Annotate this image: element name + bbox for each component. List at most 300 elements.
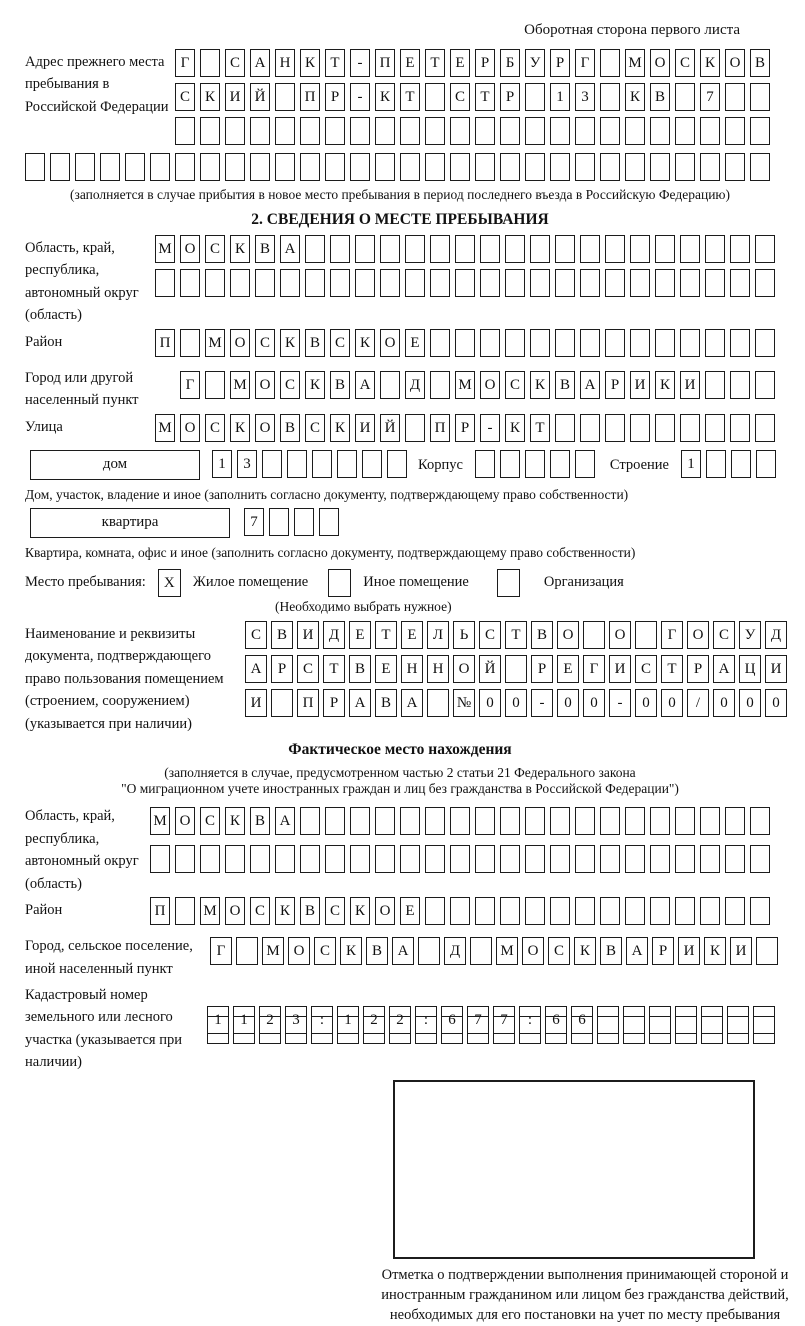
char-cell[interactable]: Н	[427, 655, 449, 683]
char-cell[interactable]	[430, 371, 450, 399]
char-cell[interactable]	[300, 807, 320, 835]
char-cell[interactable]	[389, 1016, 411, 1044]
char-cell[interactable]	[755, 269, 775, 297]
char-cell[interactable]: А	[713, 655, 735, 683]
char-cell[interactable]: И	[297, 621, 319, 649]
char-cell[interactable]	[325, 807, 345, 835]
char-cell[interactable]	[200, 153, 220, 181]
char-cell[interactable]	[630, 235, 650, 263]
char-cell[interactable]	[305, 235, 325, 263]
char-cell[interactable]: М	[230, 371, 250, 399]
char-cell[interactable]: М	[155, 235, 175, 263]
char-cell[interactable]: Д	[765, 621, 787, 649]
char-cell[interactable]	[750, 153, 770, 181]
char-cell[interactable]: В	[555, 371, 575, 399]
char-cell[interactable]: Б	[500, 49, 520, 77]
char-cell[interactable]	[430, 329, 450, 357]
stay-checkbox-zhiloe[interactable]: X	[158, 569, 181, 597]
char-cell[interactable]: В	[330, 371, 350, 399]
char-cell[interactable]: К	[625, 83, 645, 111]
char-cell[interactable]	[455, 329, 475, 357]
char-cell[interactable]	[475, 153, 495, 181]
char-cell[interactable]	[650, 807, 670, 835]
char-cell[interactable]: Ь	[453, 621, 475, 649]
char-cell[interactable]: Е	[401, 621, 423, 649]
char-cell[interactable]: И	[680, 371, 700, 399]
char-cell[interactable]: О	[725, 49, 745, 77]
char-cell[interactable]: В	[366, 937, 388, 965]
char-cell[interactable]: К	[280, 329, 300, 357]
char-cell[interactable]	[519, 1016, 541, 1044]
char-cell[interactable]	[525, 83, 545, 111]
char-cell[interactable]	[430, 269, 450, 297]
char-cell[interactable]	[475, 807, 495, 835]
char-cell[interactable]	[275, 153, 295, 181]
char-cell[interactable]: К	[230, 414, 250, 442]
char-cell[interactable]: Д	[323, 621, 345, 649]
char-cell[interactable]: Т	[425, 49, 445, 77]
char-cell[interactable]: О	[609, 621, 631, 649]
char-cell[interactable]: М	[625, 49, 645, 77]
char-cell[interactable]: С	[330, 329, 350, 357]
char-cell[interactable]: М	[200, 897, 220, 925]
char-cell[interactable]: 1	[550, 83, 570, 111]
char-cell[interactable]	[580, 269, 600, 297]
char-cell[interactable]	[630, 329, 650, 357]
house-box[interactable]: дом	[30, 450, 200, 480]
char-cell[interactable]: В	[271, 621, 293, 649]
char-cell[interactable]	[625, 845, 645, 873]
char-cell[interactable]: 3	[237, 450, 257, 478]
char-cell[interactable]: С	[175, 83, 195, 111]
char-cell[interactable]	[387, 450, 407, 478]
char-cell[interactable]	[675, 845, 695, 873]
char-cell[interactable]: С	[200, 807, 220, 835]
char-cell[interactable]	[480, 329, 500, 357]
char-cell[interactable]	[455, 235, 475, 263]
char-cell[interactable]	[575, 153, 595, 181]
char-cell[interactable]	[727, 1016, 749, 1044]
char-cell[interactable]	[680, 414, 700, 442]
char-cell[interactable]: Г	[583, 655, 605, 683]
char-cell[interactable]: -	[609, 689, 631, 717]
char-cell[interactable]: :	[519, 1006, 541, 1034]
char-cell[interactable]: Й	[479, 655, 501, 683]
char-cell[interactable]: Т	[400, 83, 420, 111]
char-cell[interactable]	[650, 845, 670, 873]
char-cell[interactable]: У	[525, 49, 545, 77]
char-cell[interactable]	[441, 1016, 463, 1044]
char-cell[interactable]	[750, 845, 770, 873]
char-cell[interactable]	[271, 689, 293, 717]
char-cell[interactable]	[350, 153, 370, 181]
char-cell[interactable]: В	[300, 897, 320, 925]
char-cell[interactable]	[571, 1016, 593, 1044]
char-cell[interactable]: 0	[557, 689, 579, 717]
char-cell[interactable]	[400, 117, 420, 145]
char-cell[interactable]: К	[375, 83, 395, 111]
char-cell[interactable]: -	[480, 414, 500, 442]
char-cell[interactable]	[380, 235, 400, 263]
char-cell[interactable]	[450, 153, 470, 181]
char-cell[interactable]: А	[349, 689, 371, 717]
char-cell[interactable]: С	[280, 371, 300, 399]
char-cell[interactable]	[287, 450, 307, 478]
char-cell[interactable]: Й	[380, 414, 400, 442]
char-cell[interactable]: С	[713, 621, 735, 649]
char-cell[interactable]	[705, 269, 725, 297]
char-cell[interactable]	[325, 117, 345, 145]
char-cell[interactable]: В	[750, 49, 770, 77]
char-cell[interactable]: С	[635, 655, 657, 683]
char-cell[interactable]	[500, 897, 520, 925]
char-cell[interactable]: 1	[212, 450, 232, 478]
char-cell[interactable]: Т	[475, 83, 495, 111]
char-cell[interactable]: К	[574, 937, 596, 965]
char-cell[interactable]: 1	[207, 1006, 229, 1034]
char-cell[interactable]	[400, 807, 420, 835]
char-cell[interactable]	[700, 153, 720, 181]
char-cell[interactable]	[725, 83, 745, 111]
char-cell[interactable]: П	[297, 689, 319, 717]
char-cell[interactable]	[250, 117, 270, 145]
char-cell[interactable]	[200, 49, 220, 77]
char-cell[interactable]	[545, 1016, 567, 1044]
char-cell[interactable]	[425, 807, 445, 835]
char-cell[interactable]	[550, 153, 570, 181]
char-cell[interactable]	[755, 371, 775, 399]
char-cell[interactable]	[355, 235, 375, 263]
char-cell[interactable]	[675, 897, 695, 925]
char-cell[interactable]	[300, 117, 320, 145]
char-cell[interactable]	[600, 83, 620, 111]
char-cell[interactable]: Е	[450, 49, 470, 77]
char-cell[interactable]	[630, 269, 650, 297]
char-cell[interactable]	[731, 450, 751, 478]
char-cell[interactable]: П	[150, 897, 170, 925]
char-cell[interactable]	[550, 897, 570, 925]
char-cell[interactable]: К	[704, 937, 726, 965]
char-cell[interactable]: С	[479, 621, 501, 649]
char-cell[interactable]	[330, 269, 350, 297]
char-cell[interactable]: О	[230, 329, 250, 357]
char-cell[interactable]	[480, 235, 500, 263]
char-cell[interactable]: 1	[681, 450, 701, 478]
char-cell[interactable]	[380, 371, 400, 399]
char-cell[interactable]	[725, 897, 745, 925]
char-cell[interactable]	[455, 269, 475, 297]
char-cell[interactable]	[600, 117, 620, 145]
char-cell[interactable]: Д	[444, 937, 466, 965]
char-cell[interactable]: К	[340, 937, 362, 965]
char-cell[interactable]: С	[325, 897, 345, 925]
char-cell[interactable]	[630, 414, 650, 442]
char-cell[interactable]	[505, 655, 527, 683]
char-cell[interactable]	[312, 450, 332, 478]
char-cell[interactable]	[706, 450, 726, 478]
char-cell[interactable]	[180, 269, 200, 297]
char-cell[interactable]	[150, 153, 170, 181]
char-cell[interactable]	[555, 269, 575, 297]
char-cell[interactable]	[755, 329, 775, 357]
char-cell[interactable]	[500, 153, 520, 181]
char-cell[interactable]	[259, 1016, 281, 1044]
char-cell[interactable]: 7	[493, 1006, 515, 1034]
char-cell[interactable]	[655, 235, 675, 263]
char-cell[interactable]	[225, 153, 245, 181]
char-cell[interactable]: /	[687, 689, 709, 717]
char-cell[interactable]: Й	[250, 83, 270, 111]
char-cell[interactable]: 3	[575, 83, 595, 111]
char-cell[interactable]	[275, 845, 295, 873]
char-cell[interactable]: С	[205, 414, 225, 442]
char-cell[interactable]	[753, 1016, 775, 1044]
char-cell[interactable]: Т	[323, 655, 345, 683]
char-cell[interactable]	[262, 450, 282, 478]
char-cell[interactable]	[285, 1016, 307, 1044]
char-cell[interactable]	[319, 508, 339, 536]
char-cell[interactable]	[200, 845, 220, 873]
char-cell[interactable]: М	[496, 937, 518, 965]
char-cell[interactable]	[525, 450, 545, 478]
char-cell[interactable]	[730, 235, 750, 263]
char-cell[interactable]	[505, 329, 525, 357]
char-cell[interactable]	[375, 807, 395, 835]
char-cell[interactable]	[418, 937, 440, 965]
char-cell[interactable]: С	[250, 897, 270, 925]
char-cell[interactable]: В	[349, 655, 371, 683]
char-cell[interactable]: 7	[467, 1006, 489, 1034]
char-cell[interactable]	[225, 117, 245, 145]
char-cell[interactable]	[475, 845, 495, 873]
char-cell[interactable]: И	[225, 83, 245, 111]
char-cell[interactable]: Р	[531, 655, 553, 683]
char-cell[interactable]	[450, 897, 470, 925]
char-cell[interactable]	[25, 153, 45, 181]
char-cell[interactable]	[600, 153, 620, 181]
char-cell[interactable]	[480, 269, 500, 297]
char-cell[interactable]	[525, 845, 545, 873]
char-cell[interactable]: Р	[605, 371, 625, 399]
char-cell[interactable]	[700, 807, 720, 835]
char-cell[interactable]: Р	[325, 83, 345, 111]
char-cell[interactable]	[705, 371, 725, 399]
char-cell[interactable]: :	[415, 1006, 437, 1034]
char-cell[interactable]: О	[180, 414, 200, 442]
char-cell[interactable]: О	[480, 371, 500, 399]
char-cell[interactable]	[180, 329, 200, 357]
stay-checkbox-inoe[interactable]	[328, 569, 351, 597]
char-cell[interactable]	[725, 845, 745, 873]
char-cell[interactable]: Г	[661, 621, 683, 649]
char-cell[interactable]: Р	[500, 83, 520, 111]
char-cell[interactable]: М	[155, 414, 175, 442]
char-cell[interactable]: Т	[375, 621, 397, 649]
char-cell[interactable]	[450, 845, 470, 873]
char-cell[interactable]	[750, 83, 770, 111]
char-cell[interactable]: О	[453, 655, 475, 683]
char-cell[interactable]: И	[630, 371, 650, 399]
char-cell[interactable]: 0	[583, 689, 605, 717]
char-cell[interactable]	[575, 450, 595, 478]
char-cell[interactable]	[605, 414, 625, 442]
char-cell[interactable]	[730, 329, 750, 357]
char-cell[interactable]	[580, 329, 600, 357]
stay-checkbox-org[interactable]	[497, 569, 520, 597]
char-cell[interactable]	[425, 897, 445, 925]
char-cell[interactable]: К	[700, 49, 720, 77]
char-cell[interactable]	[600, 845, 620, 873]
char-cell[interactable]	[230, 269, 250, 297]
char-cell[interactable]	[550, 450, 570, 478]
char-cell[interactable]	[583, 621, 605, 649]
char-cell[interactable]	[450, 807, 470, 835]
char-cell[interactable]	[337, 1016, 359, 1044]
char-cell[interactable]	[550, 117, 570, 145]
char-cell[interactable]: Р	[687, 655, 709, 683]
char-cell[interactable]: -	[531, 689, 553, 717]
char-cell[interactable]: Е	[375, 655, 397, 683]
char-cell[interactable]	[605, 269, 625, 297]
char-cell[interactable]: О	[255, 414, 275, 442]
char-cell[interactable]	[505, 235, 525, 263]
char-cell[interactable]: О	[175, 807, 195, 835]
char-cell[interactable]: Т	[505, 621, 527, 649]
char-cell[interactable]: К	[225, 807, 245, 835]
char-cell[interactable]	[700, 897, 720, 925]
char-cell[interactable]	[530, 329, 550, 357]
char-cell[interactable]: С	[548, 937, 570, 965]
char-cell[interactable]: О	[557, 621, 579, 649]
char-cell[interactable]: Н	[275, 49, 295, 77]
char-cell[interactable]: Г	[575, 49, 595, 77]
char-cell[interactable]: В	[531, 621, 553, 649]
char-cell[interactable]: К	[300, 49, 320, 77]
char-cell[interactable]	[705, 414, 725, 442]
char-cell[interactable]: Е	[400, 49, 420, 77]
char-cell[interactable]: И	[609, 655, 631, 683]
char-cell[interactable]: С	[297, 655, 319, 683]
registration-mark-box[interactable]	[393, 1080, 755, 1259]
char-cell[interactable]	[505, 269, 525, 297]
char-cell[interactable]: С	[255, 329, 275, 357]
char-cell[interactable]: Р	[323, 689, 345, 717]
char-cell[interactable]	[400, 153, 420, 181]
char-cell[interactable]	[311, 1016, 333, 1044]
char-cell[interactable]: П	[375, 49, 395, 77]
char-cell[interactable]	[625, 807, 645, 835]
char-cell[interactable]: О	[288, 937, 310, 965]
char-cell[interactable]	[350, 807, 370, 835]
char-cell[interactable]: 0	[661, 689, 683, 717]
char-cell[interactable]: В	[305, 329, 325, 357]
char-cell[interactable]: С	[305, 414, 325, 442]
char-cell[interactable]	[635, 621, 657, 649]
char-cell[interactable]	[155, 269, 175, 297]
char-cell[interactable]	[655, 414, 675, 442]
char-cell[interactable]	[701, 1016, 723, 1044]
char-cell[interactable]	[675, 807, 695, 835]
char-cell[interactable]	[294, 508, 314, 536]
char-cell[interactable]	[500, 117, 520, 145]
char-cell[interactable]	[380, 269, 400, 297]
char-cell[interactable]: О	[687, 621, 709, 649]
char-cell[interactable]	[375, 153, 395, 181]
char-cell[interactable]: К	[200, 83, 220, 111]
char-cell[interactable]: 2	[363, 1006, 385, 1034]
char-cell[interactable]	[337, 450, 357, 478]
char-cell[interactable]	[275, 117, 295, 145]
char-cell[interactable]: №	[453, 689, 475, 717]
char-cell[interactable]: -	[350, 83, 370, 111]
char-cell[interactable]: А	[245, 655, 267, 683]
char-cell[interactable]	[705, 235, 725, 263]
char-cell[interactable]	[100, 153, 120, 181]
char-cell[interactable]	[600, 49, 620, 77]
char-cell[interactable]	[555, 414, 575, 442]
char-cell[interactable]: Д	[405, 371, 425, 399]
char-cell[interactable]: С	[225, 49, 245, 77]
char-cell[interactable]: Р	[271, 655, 293, 683]
char-cell[interactable]	[555, 329, 575, 357]
char-cell[interactable]: И	[355, 414, 375, 442]
char-cell[interactable]: С	[675, 49, 695, 77]
char-cell[interactable]: Г	[175, 49, 195, 77]
char-cell[interactable]: Ц	[739, 655, 761, 683]
char-cell[interactable]: Р	[475, 49, 495, 77]
char-cell[interactable]	[597, 1016, 619, 1044]
char-cell[interactable]: В	[650, 83, 670, 111]
char-cell[interactable]	[655, 329, 675, 357]
char-cell[interactable]: Р	[455, 414, 475, 442]
char-cell[interactable]	[425, 117, 445, 145]
char-cell[interactable]	[467, 1016, 489, 1044]
char-cell[interactable]	[50, 153, 70, 181]
char-cell[interactable]: 6	[545, 1006, 567, 1034]
char-cell[interactable]	[550, 807, 570, 835]
char-cell[interactable]: В	[280, 414, 300, 442]
char-cell[interactable]: А	[392, 937, 414, 965]
char-cell[interactable]	[350, 845, 370, 873]
char-cell[interactable]: В	[375, 689, 397, 717]
char-cell[interactable]: Г	[180, 371, 200, 399]
char-cell[interactable]	[450, 117, 470, 145]
char-cell[interactable]: Н	[401, 655, 423, 683]
char-cell[interactable]	[300, 153, 320, 181]
char-cell[interactable]	[650, 153, 670, 181]
char-cell[interactable]: 0	[713, 689, 735, 717]
char-cell[interactable]	[525, 807, 545, 835]
char-cell[interactable]: И	[765, 655, 787, 683]
char-cell[interactable]: Г	[210, 937, 232, 965]
char-cell[interactable]: Р	[550, 49, 570, 77]
apartment-box[interactable]: квартира	[30, 508, 230, 538]
char-cell[interactable]	[750, 807, 770, 835]
char-cell[interactable]	[269, 508, 289, 536]
char-cell[interactable]: В	[255, 235, 275, 263]
char-cell[interactable]	[550, 845, 570, 873]
char-cell[interactable]: А	[580, 371, 600, 399]
char-cell[interactable]	[300, 845, 320, 873]
char-cell[interactable]: С	[205, 235, 225, 263]
char-cell[interactable]: Т	[530, 414, 550, 442]
char-cell[interactable]: 7	[244, 508, 264, 536]
char-cell[interactable]: И	[730, 937, 752, 965]
char-cell[interactable]: П	[430, 414, 450, 442]
char-cell[interactable]: А	[250, 49, 270, 77]
char-cell[interactable]: 6	[441, 1006, 463, 1034]
char-cell[interactable]	[75, 153, 95, 181]
